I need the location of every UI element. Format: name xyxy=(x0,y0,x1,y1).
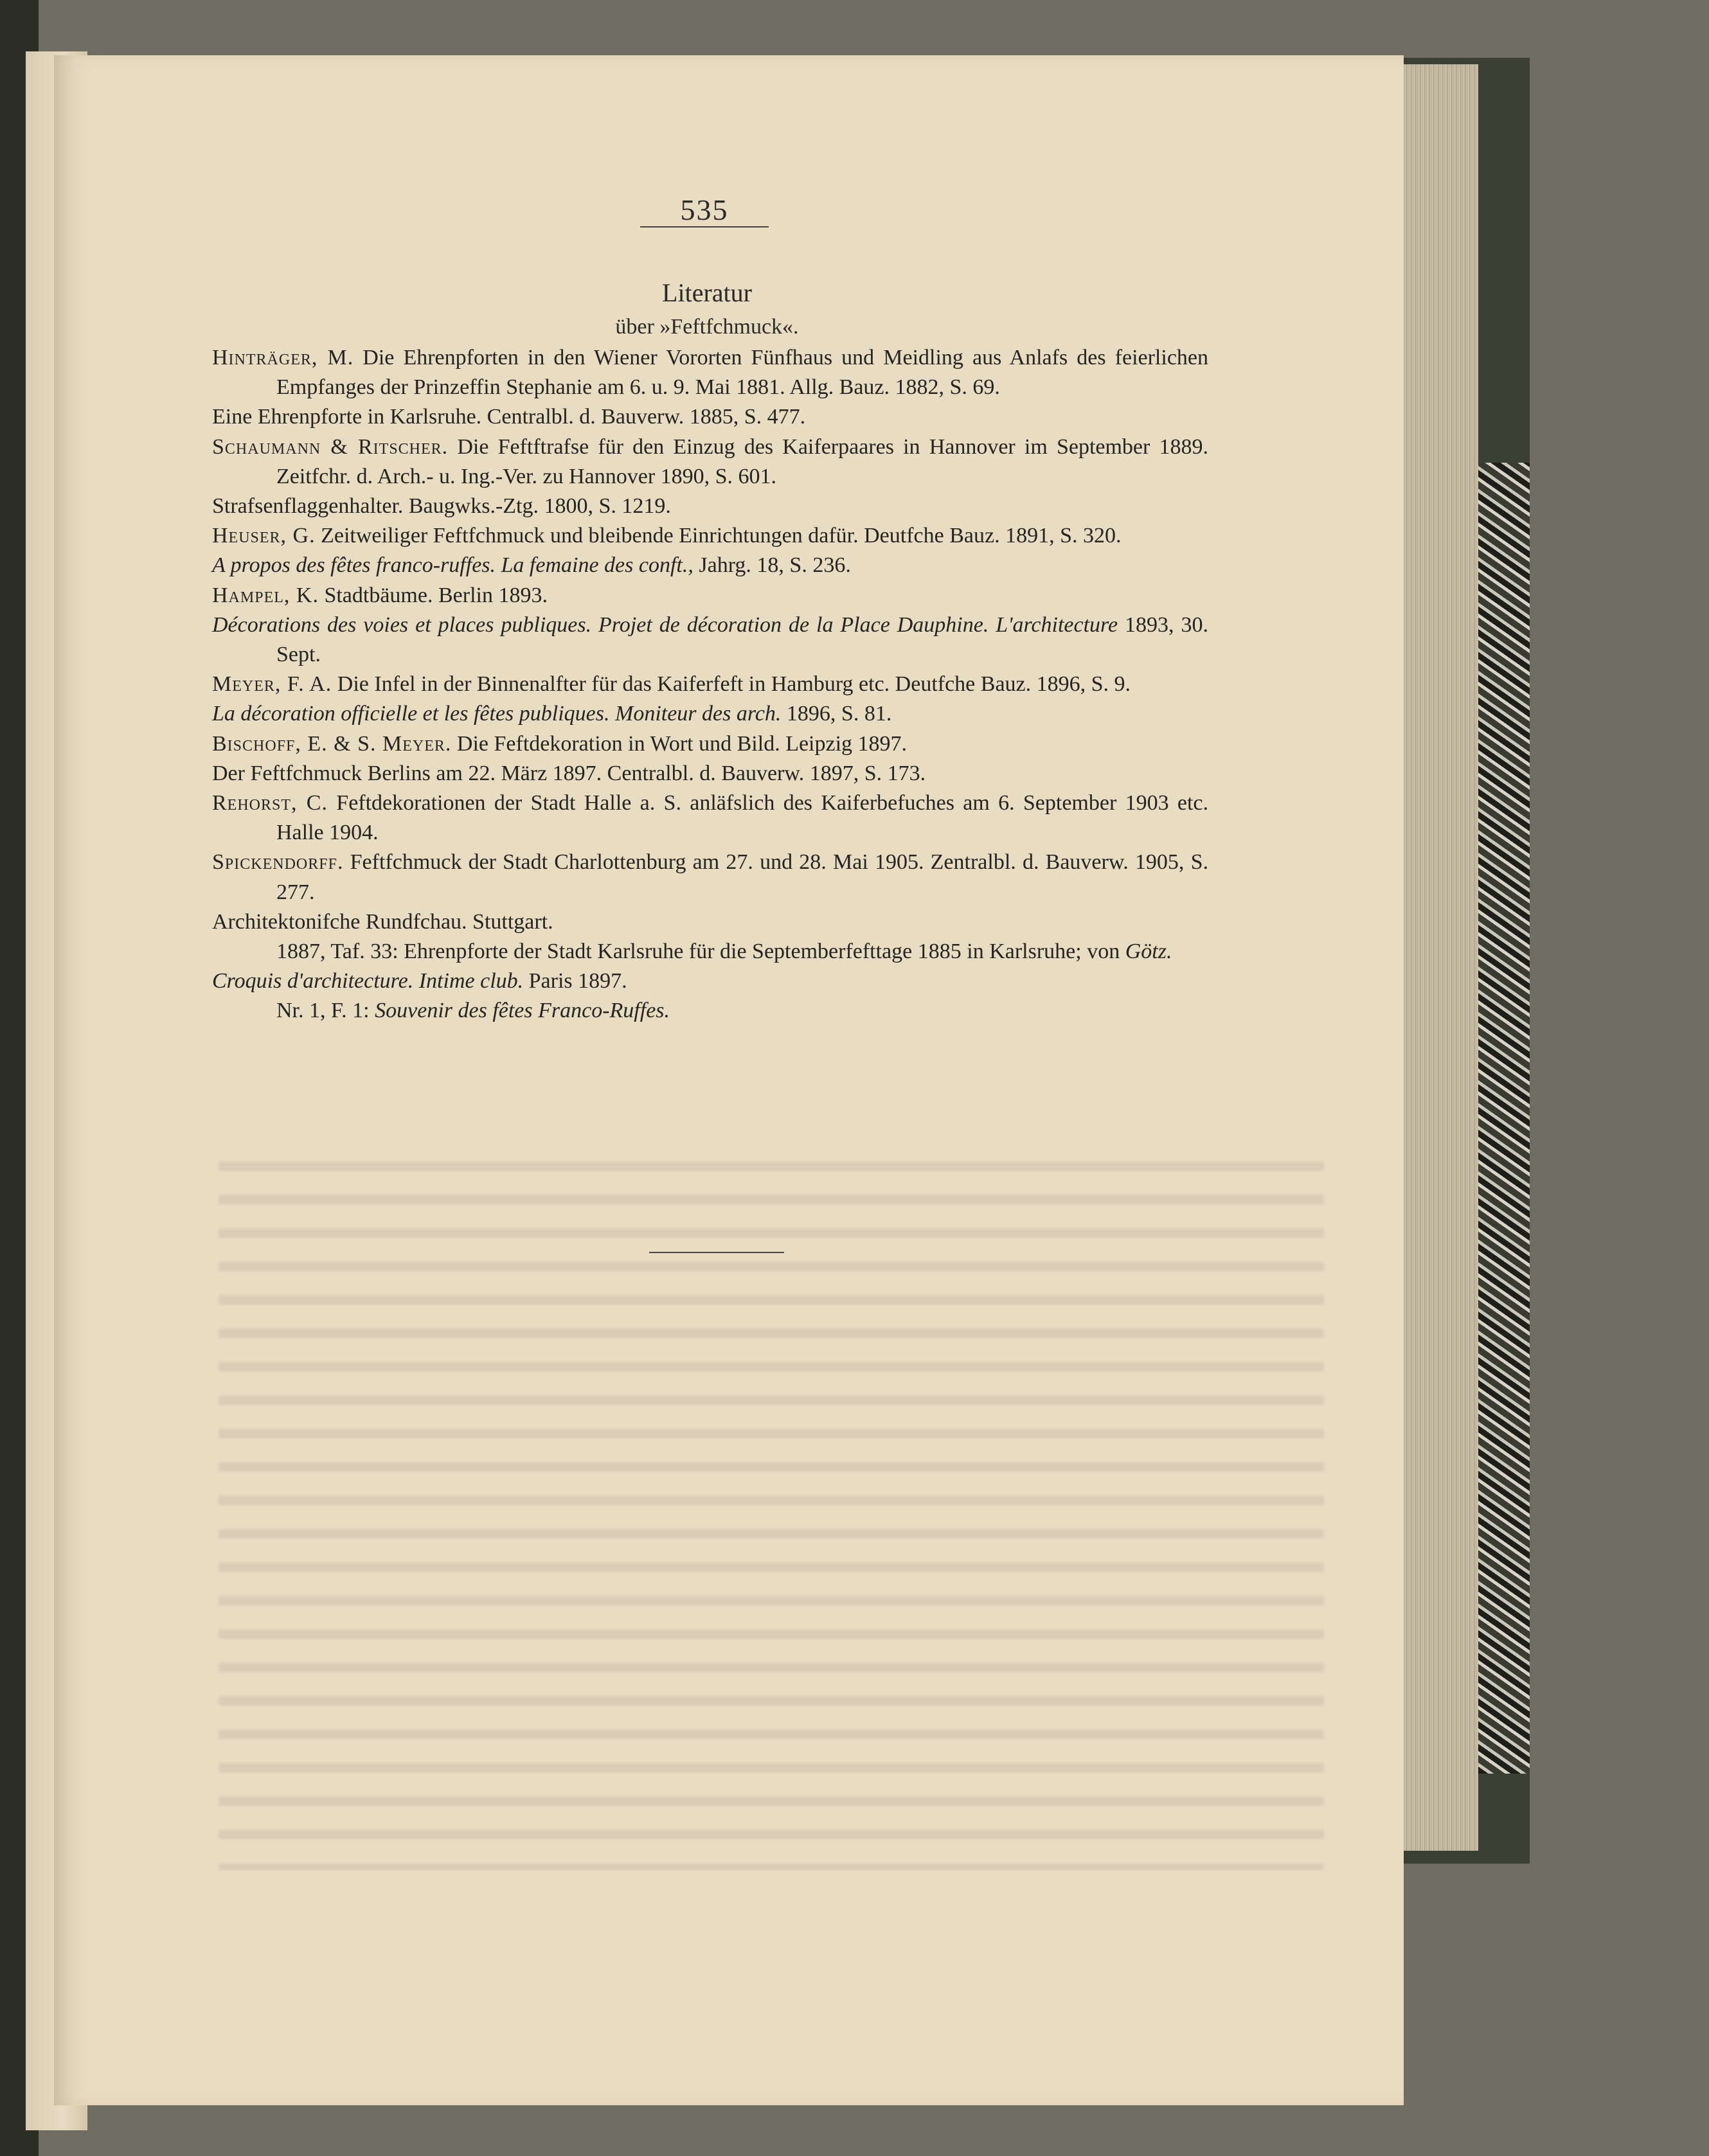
bibliography-entry xyxy=(212,343,1208,402)
bibliography-entry xyxy=(212,967,1208,996)
entry-italic-title: Souvenir des fêtes Franco-Ruffes. xyxy=(375,999,670,1023)
entry-italic-title: Décorations des voies et places publiques. Projet de décoration de la Place Dauphine. L'architecture xyxy=(212,612,1118,637)
entry-italic-title: A propos des fêtes franco-ruffes. La femaine des conft., xyxy=(212,553,693,578)
bibliography-entry xyxy=(212,521,1208,551)
entry-text: 1896, S. 81. xyxy=(781,702,892,726)
bibliography-entry xyxy=(212,670,1208,699)
page-stack-edges xyxy=(1395,64,1478,1851)
bibliography-entry xyxy=(212,788,1208,848)
entry-text: Jahrg. 18, S. 236. xyxy=(693,553,851,578)
entry-author: Heuser, G. xyxy=(212,524,316,548)
entry-text: Architektonifche Rundfchau. Stuttgart. xyxy=(212,909,553,934)
entry-text: 1893, 30. Sept. xyxy=(276,612,1208,667)
bibliography-entry xyxy=(212,432,1208,492)
show-through-text xyxy=(219,1137,1324,1870)
bibliography-list xyxy=(212,343,1208,1026)
bibliography-entry xyxy=(212,729,1208,759)
entry-author: Hinträger, M. xyxy=(212,346,354,370)
page-number: 535 xyxy=(680,193,729,226)
entry-author: Hampel, K. xyxy=(212,583,319,607)
section-subtitle: über »Feftfchmuck«. xyxy=(615,315,799,339)
entry-text: Zeitweiliger Feftfchmuck und bleibende Einrichtungen dafür. Deutfche Bauz. 1891, S. 320. xyxy=(315,524,1122,548)
marbled-endpaper xyxy=(1478,463,1530,1774)
bibliography-subentry xyxy=(212,996,1208,1026)
entry-text: 1887, Taf. 33: Ehrenpforte der Stadt Karlsruhe für die Septemberfefttage 1885 in Karlsruhe; von xyxy=(276,940,1125,964)
bibliography-entry xyxy=(212,848,1208,907)
entry-text: Eine Ehrenpforte in Karlsruhe. Centralbl. d. Bauverw. 1885, S. 477. xyxy=(212,405,806,429)
bibliography-entry xyxy=(212,581,1208,610)
bibliography-entry xyxy=(212,610,1208,670)
bibliography-entry xyxy=(212,402,1208,432)
entry-text: Nr. 1, F. 1: xyxy=(276,999,375,1023)
entry-text: Strafsenflaggenhalter. Baugwks.-Ztg. 1800, S. 1219. xyxy=(212,494,671,519)
entry-text: Die Ehrenpforten in den Wiener Vororten Fünfhaus und Meidling aus Anlafs des feierlichen Empfanges der Prinzeffin Stephanie am 6. u. 9. Mai 1881. Allg. Bauz. 1882, S. 69. xyxy=(276,346,1209,400)
bibliography-entry xyxy=(212,551,1208,580)
entry-text: Die Feftdekoration in Wort und Bild. Leipzig 1897. xyxy=(451,731,908,756)
entry-text: Feftfchmuck der Stadt Charlottenburg am 27. und 28. Mai 1905. Zentralbl. d. Bauverw. 1905, S. 277. xyxy=(276,850,1208,904)
section-end-rule xyxy=(649,1252,784,1253)
entry-text: Stadtbäume. Berlin 1893. xyxy=(318,583,548,607)
section-title: Literatur xyxy=(662,278,752,307)
entry-text: Die Infel in der Binnenalfter für das Kaiferfeft in Hamburg etc. Deutfche Bauz. 1896, S. 9. xyxy=(332,672,1131,697)
bibliography-entry xyxy=(212,492,1208,521)
entry-author: Schaumann & Ritscher. xyxy=(212,434,449,459)
entry-italic-title: Götz. xyxy=(1125,940,1172,964)
entry-text: Die Feftftrafse für den Einzug des Kaiferpaares in Hannover im September 1889. Zeitfchr. d. Arch.- u. Ing.-Ver. zu Hannover 1890, S. 601. xyxy=(276,434,1208,488)
entry-italic-title: Croquis d'architecture. Intime club. xyxy=(212,969,524,993)
entry-author: Meyer, F. A. xyxy=(212,672,332,697)
bibliography-subentry xyxy=(212,937,1208,967)
bibliography-entry xyxy=(212,699,1208,729)
page-number-rule xyxy=(640,226,769,227)
entry-author: Bischoff, E. & S. Meyer. xyxy=(212,731,452,756)
entry-author: Spickendorff. xyxy=(212,850,344,875)
entry-italic-title: La décoration officielle et les fêtes publiques. Moniteur des arch. xyxy=(212,702,782,726)
entry-text: Feftdekorationen der Stadt Halle a. S. anläfslich des Kaiferbefuches am 6. September 1903 etc. Halle 1904. xyxy=(276,791,1209,845)
entry-text: Paris 1897. xyxy=(523,969,627,993)
entry-text: Der Feftfchmuck Berlins am 22. März 1897. Centralbl. d. Bauverw. 1897, S. 173. xyxy=(212,761,926,785)
entry-author: Rehorst, C. xyxy=(212,791,328,815)
bibliography-entry xyxy=(212,759,1208,788)
bibliography-entry xyxy=(212,907,1208,937)
